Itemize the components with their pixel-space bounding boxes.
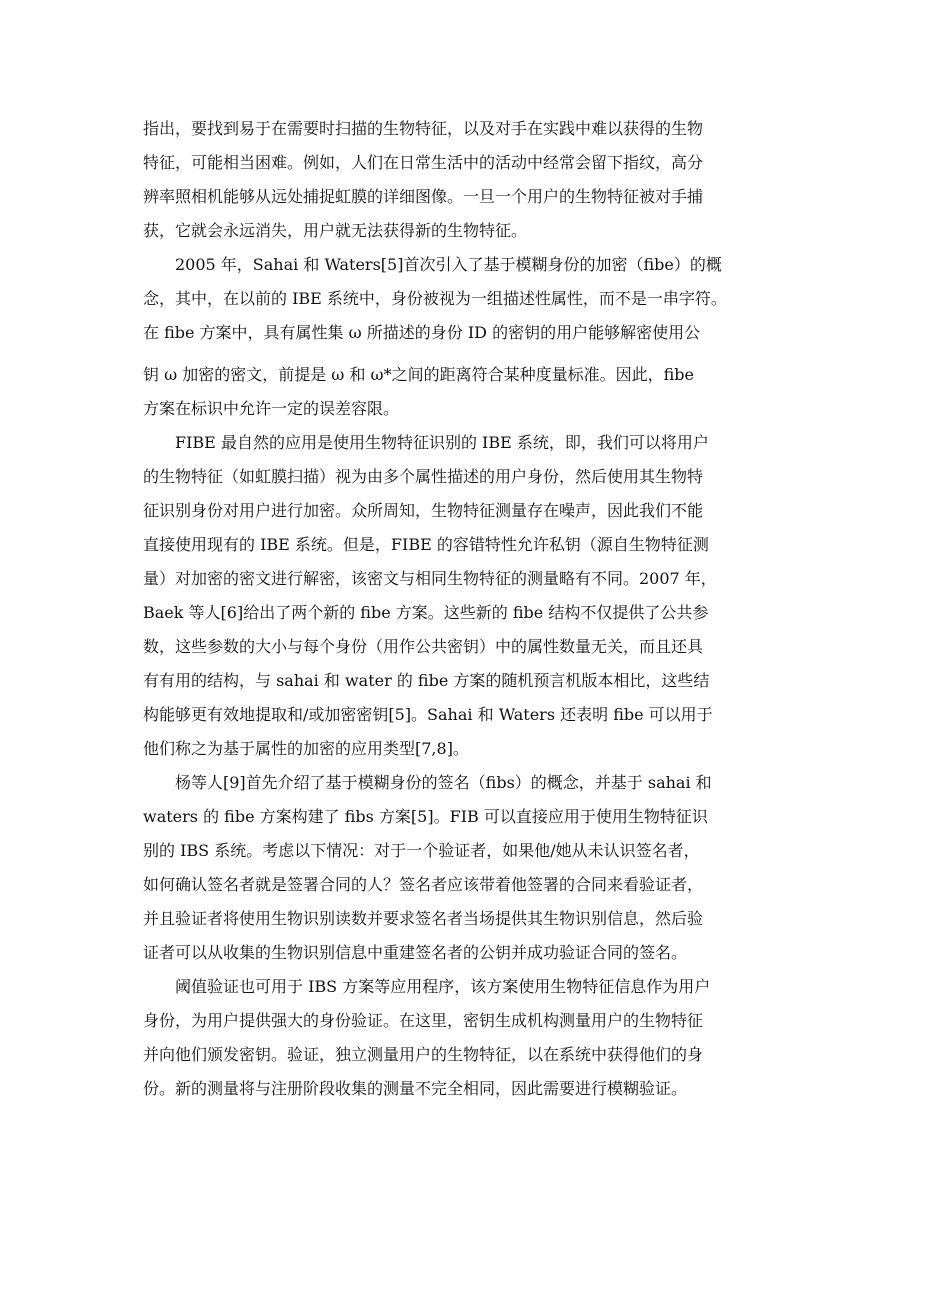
text-line: 钥 ω 加密的密文，前提是 ω 和 ω*之间的距离符合某种度量标准。因此，fibe: [143, 365, 694, 384]
text-line: 身份，为用户提供强大的身份验证。在这里，密钥生成机构测量用户的生物特征: [143, 1011, 704, 1030]
text-line: 征识别身份对用户进行加密。众所周知，生物特征测量存在噪声，因此我们不能: [143, 501, 704, 520]
paragraph-3: [143, 426, 788, 766]
text-line: waters 的 fibe 方案构建了 fibs 方案[5]。FIB 可以直接应用于使用生物特征识: [143, 807, 708, 826]
text-line: 证者可以从收集的生物识别信息中重建签名者的公钥并成功验证合同的签名。: [143, 943, 688, 962]
text-line: 构能够更有效地提取和/或加密密钥[5]。Sahai 和 Waters 还表明 fibe 可以用于: [143, 705, 713, 724]
text-line: 他们称之为基于属性的加密的应用类型[7,8]。: [143, 739, 469, 758]
text-line: 有有用的结构，与 sahai 和 water 的 fibe 方案的随机预言机版本相比，这些结: [143, 671, 710, 690]
text-line: 如何确认签名者就是签署合同的人？签名者应该带着他签署的合同来看验证者，: [143, 875, 704, 894]
text-line: 的生物特征（如虹膜扫描）视为由多个属性描述的用户身份，然后使用其生物特: [143, 467, 704, 486]
text-line: 指出，要找到易于在需要时扫描的生物特征，以及对手在实践中难以获得的生物: [143, 119, 704, 138]
text-line: 在 fibe 方案中，具有属性集 ω 所描述的身份 ID 的密钥的用户能够解密使用公: [143, 323, 701, 342]
paragraph-4: [143, 766, 788, 970]
text-line: 获，它就会永远消失，用户就无法获得新的生物特征。: [143, 221, 528, 240]
text-line: 2005 年，Sahai 和 Waters[5]首次引入了基于模糊身份的加密（fibe）的概: [143, 255, 722, 274]
text-line: 方案在标识中允许一定的误差容限。: [143, 399, 400, 418]
paragraph-2: [143, 248, 788, 426]
text-line: 别的 IBS 系统。考虑以下情况：对于一个验证者，如果他/她从未认识签名者，: [143, 841, 700, 860]
text-line: FIBE 最自然的应用是使用生物特征识别的 IBE 系统，即，我们可以将用户: [143, 433, 709, 452]
text-line: 辨率照相机能够从远处捕捉虹膜的详细图像。一旦一个用户的生物特征被对手捕: [143, 187, 704, 206]
body-text: [143, 112, 788, 1106]
paragraph-1: [143, 112, 788, 248]
text-line: 杨等人[9]首先介绍了基于模糊身份的签名（fibs）的概念，并基于 sahai 和: [143, 773, 712, 792]
text-line: 念，其中，在以前的 IBE 系统中，身份被视为一组描述性属性，而不是一串字符。: [143, 289, 727, 308]
text-line: 阈值验证也可用于 IBS 方案等应用程序，该方案使用生物特征信息作为用户: [143, 977, 711, 996]
paragraph-5: [143, 970, 788, 1106]
text-line: 份。新的测量将与注册阶段收集的测量不完全相同，因此需要进行模糊验证。: [143, 1079, 688, 1098]
text-line: 并向他们颁发密钥。验证，独立测量用户的生物特征，以在系统中获得他们的身: [143, 1045, 704, 1064]
text-line: 直接使用现有的 IBE 系统。但是，FIBE 的容错特性允许私钥（源自生物特征测: [143, 535, 709, 554]
text-line: 特征，可能相当困难。例如，人们在日常生活中的活动中经常会留下指纹，高分: [143, 153, 704, 172]
text-line: 并且验证者将使用生物识别读数并要求签名者当场提供其生物识别信息，然后验: [143, 909, 704, 928]
text-line: 量）对加密的密文进行解密，该密文与相同生物特征的测量略有不同。2007 年，: [143, 569, 717, 588]
text-line: Baek 等人[6]给出了两个新的 fibe 方案。这些新的 fibe 结构不仅提供了公共参: [143, 603, 709, 622]
text-line: 数，这些参数的大小与每个身份（用作公共密钥）中的属性数量无关，而且还具: [143, 637, 704, 656]
